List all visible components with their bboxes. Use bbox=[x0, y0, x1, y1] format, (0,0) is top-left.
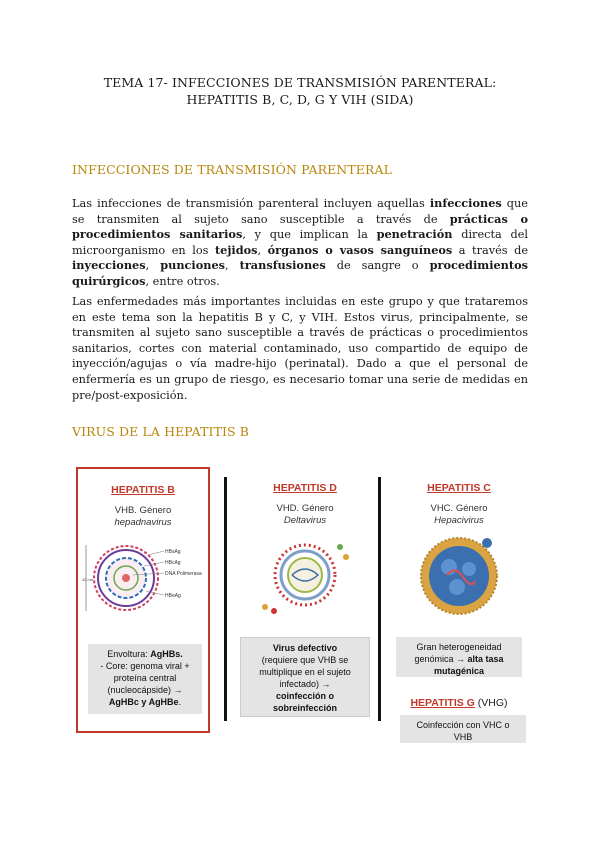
text-segment: , bbox=[257, 243, 268, 257]
text-segment: , bbox=[145, 259, 161, 273]
section-heading-parenteral: INFECCIONES DE TRANSMISIÓN PARENTERAL bbox=[72, 162, 393, 177]
hdv-virus-diagram bbox=[250, 531, 360, 619]
hepd-box-coinfeccion: coinfección o bbox=[275, 691, 334, 701]
hepc-box-alta-tasa: alta tasa bbox=[467, 654, 504, 664]
hepb-box-core: - Core: genoma viral + bbox=[100, 661, 190, 671]
hepc-box-heterogeneidad: Gran heterogeneidad bbox=[416, 642, 502, 652]
hepatitis-c-title: HEPATITIS C bbox=[427, 482, 491, 494]
hepatitis-g-info-box bbox=[400, 715, 526, 743]
text-segment: de sangre o bbox=[325, 259, 430, 273]
hepatitis-figure bbox=[72, 467, 528, 767]
hepatitis-d-title: HEPATITIS D bbox=[273, 482, 337, 494]
hepatitis-c-genus-line1: VHC. Género bbox=[430, 503, 488, 514]
hepb-box-period: . bbox=[178, 697, 182, 707]
bold-term: punciones bbox=[160, 258, 226, 273]
hepatitis-c-genus-line2: Hepacivirus bbox=[434, 515, 484, 526]
hepb-box-aghbc: AgHBc y AgHBe bbox=[108, 697, 179, 707]
bold-term: órganos o vasos sanguíneos bbox=[267, 242, 453, 257]
text-segment: , entre otros. bbox=[145, 274, 220, 288]
hepg-box-coinfeccion: Coinfección con VHC o bbox=[416, 720, 510, 730]
hbv-virus-diagram bbox=[78, 533, 208, 623]
hepd-box-multiplique: multiplique en el sujeto bbox=[259, 667, 351, 677]
hepatitis-b-panel bbox=[76, 467, 210, 733]
hbv-label-hbeag: HBeAg bbox=[165, 593, 181, 599]
bold-term: procedimientos quirúrgicos bbox=[72, 258, 528, 288]
bold-term: transfusiones bbox=[239, 258, 326, 273]
hepatitis-c-info-box bbox=[396, 637, 522, 677]
hepg-box-vhb: VHB bbox=[453, 732, 473, 742]
hepb-box-envoltura: Envoltura: bbox=[107, 649, 151, 659]
bold-term: prácticas o procedimientos sanitarios bbox=[72, 211, 528, 242]
hepb-box-aghbs: AgHBs. bbox=[150, 649, 183, 659]
hbv-label-dna-polimerasa: DNA Polimerasa bbox=[165, 571, 202, 577]
hepatitis-d-info-box bbox=[240, 637, 370, 717]
hepatitis-g-title: HEPATITIS G bbox=[410, 697, 475, 709]
bold-term: inyecciones bbox=[72, 258, 146, 273]
hcv-virus-diagram bbox=[409, 529, 509, 621]
text-segment: , bbox=[225, 259, 240, 273]
hepatitis-b-genus-line2: hepadnavirus bbox=[114, 517, 172, 528]
bold-term: penetración bbox=[376, 227, 453, 242]
hepatitis-g-heading bbox=[390, 693, 528, 711]
hepatitis-d-genus-line2: Deltavirus bbox=[283, 515, 327, 526]
divider-line-2 bbox=[378, 477, 381, 721]
title-line-2: HEPATITIS B, C, D, G Y VIH (SIDA) bbox=[186, 92, 414, 107]
paragraph-diseases: Las enfermedades más importantes incluidas en este grupo y que trataremos en este tema son la hepatitis B y C, y VIH. Estos virus, principalmente, se transmiten al sujeto sano susceptible a través de prácticas o procedimientos sanitarios, cortes con material contaminado, uso compartido de equipo de inyección/agujas o vía madre-hijo (perinatal). Dado a que el personal de enfermería es un grupo de riesgo, es necesario tomar una serie de medidas en pre/post-exposición. bbox=[72, 295, 528, 402]
document-title bbox=[40, 74, 560, 108]
hepatitis-c-genus bbox=[390, 503, 528, 527]
title-line-1: TEMA 17- INFECCIONES DE TRANSMISIÓN PARENTERAL: bbox=[103, 75, 497, 90]
hepc-box-mutagenica: mutagénica bbox=[433, 666, 484, 676]
paragraph-definition bbox=[72, 196, 528, 290]
hbv-scale-label: 42 nm bbox=[82, 577, 94, 582]
hepd-box-defectivo: Virus defectivo bbox=[272, 643, 338, 653]
hepatitis-d-panel bbox=[237, 467, 373, 733]
hepb-box-nucleocapside: (nucleocápside) → bbox=[107, 685, 183, 695]
hbv-label-hbsag: HBsAg bbox=[165, 549, 181, 555]
bold-term: tejidos bbox=[214, 242, 258, 257]
hepb-box-proteina: proteína central bbox=[113, 673, 177, 683]
hepatitis-d-genus-line1: VHD. Género bbox=[276, 503, 334, 514]
hepd-box-requiere: (requiere que VHB se bbox=[261, 655, 349, 665]
hepc-box-genomica: genómica → bbox=[414, 654, 468, 664]
hbv-label-hbcag: HBcAg bbox=[165, 560, 181, 566]
hepatitis-b-genus-line1: VHB. Género bbox=[114, 505, 172, 516]
hepd-box-sobreinfeccion: sobreinfección bbox=[272, 703, 337, 713]
bold-term: infecciones bbox=[429, 196, 502, 210]
text-segment: , y que implican la bbox=[242, 228, 377, 242]
text-segment: que se transmiten al sujeto sano susceptible a través de bbox=[72, 197, 528, 226]
text-segment: a través de bbox=[452, 243, 529, 257]
text-segment: directa del microorganismo en los bbox=[72, 228, 528, 257]
hepatitis-b-genus bbox=[78, 505, 208, 529]
hepatitis-c-panel bbox=[390, 467, 528, 767]
section-heading-hepatitis-b: VIRUS DE LA HEPATITIS B bbox=[72, 424, 250, 439]
hepatitis-d-genus bbox=[237, 503, 373, 527]
hepatitis-b-title: HEPATITIS B bbox=[111, 484, 175, 496]
hepd-box-infectado: infectado) → bbox=[279, 679, 331, 689]
text-segment: Las infecciones de transmisión parenteral incluyen aquellas bbox=[72, 197, 430, 210]
hepatitis-b-info-box bbox=[88, 644, 202, 714]
hepatitis-g-abbr: (VHG) bbox=[474, 697, 508, 709]
divider-line-1 bbox=[224, 477, 227, 721]
